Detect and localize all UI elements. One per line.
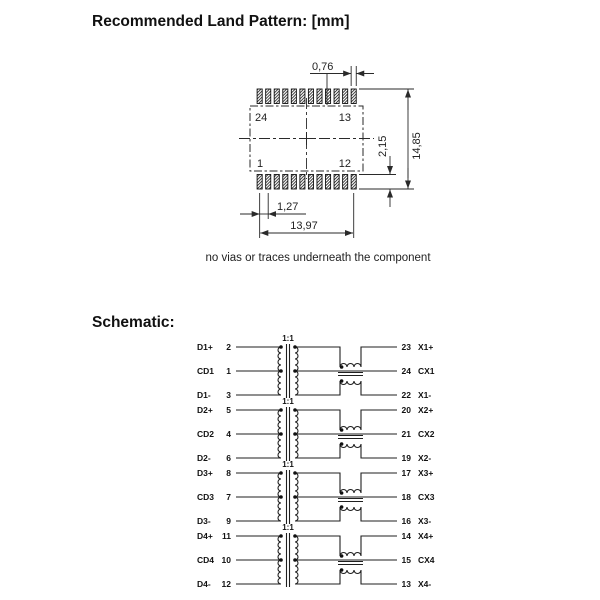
pin-number: 2: [226, 342, 231, 352]
dimension-pad-height: [359, 136, 396, 207]
pad: [274, 175, 279, 190]
pin-label: X3+: [418, 468, 434, 478]
pin-label: CX1: [418, 366, 435, 376]
pin-label: X4-: [418, 579, 432, 589]
pad-number-13: 13: [338, 112, 351, 124]
dim-pad-width-value: 0,76: [312, 61, 334, 73]
dim-overall-height-value: 14,85: [411, 132, 423, 160]
pin-label: D3+: [197, 468, 213, 478]
pin-label: D2+: [197, 405, 213, 415]
pin-number: 9: [226, 516, 231, 526]
pad: [326, 89, 331, 104]
pin-label: D4-: [197, 579, 211, 589]
pin-label: X2-: [418, 453, 432, 463]
pad: [266, 175, 271, 190]
turns-ratio-label: 1:1: [282, 334, 294, 343]
pad: [308, 175, 313, 190]
channel-3-graphic: [236, 470, 397, 524]
pin-number: 24: [401, 366, 411, 376]
dimension-row-span: [260, 193, 354, 238]
pin-label: X3-: [418, 516, 432, 526]
pin-number: 7: [226, 492, 231, 502]
turns-ratio-label: 1:1: [282, 460, 294, 469]
pin-number: 17: [401, 468, 411, 478]
pad: [283, 89, 288, 104]
pin-number: 16: [401, 516, 411, 526]
pin-label: D1+: [197, 342, 213, 352]
pin-number: 18: [401, 492, 411, 502]
pin-number: 15: [401, 555, 411, 565]
pad: [274, 89, 279, 104]
pin-number: 12: [221, 579, 231, 589]
pin-label: X4+: [418, 531, 434, 541]
pad-number-24: 24: [255, 112, 268, 124]
pin-label: D3-: [197, 516, 211, 526]
pin-number: 13: [401, 579, 411, 589]
pin-number: 11: [222, 531, 231, 541]
pad: [326, 175, 331, 190]
pin-label: X2+: [418, 405, 434, 415]
pin-label: CD1: [197, 366, 215, 376]
pin-number: 6: [226, 453, 231, 463]
pad: [343, 175, 348, 190]
dim-row-span-value: 13,97: [290, 220, 318, 232]
land-pattern-drawing: [239, 61, 423, 238]
pin-number: 14: [401, 531, 411, 541]
turns-ratio-label: 1:1: [282, 397, 294, 406]
pad: [300, 175, 305, 190]
pin-number: 19: [401, 453, 411, 463]
land-pattern-title: Recommended Land Pattern: [mm]: [92, 13, 350, 30]
pad-row-bottom: [257, 175, 356, 190]
pin-number: 20: [401, 405, 411, 415]
pad-number-1: 1: [257, 158, 264, 170]
pin-label: CD2: [197, 429, 215, 439]
pin-label: X1-: [418, 390, 432, 400]
turns-ratio-label: 1:1: [282, 523, 294, 532]
pin-label: CD3: [197, 492, 215, 502]
schematic-drawing: [197, 334, 435, 589]
pin-number: 10: [221, 555, 231, 565]
pad: [351, 89, 356, 104]
pad: [334, 89, 339, 104]
pad: [257, 175, 262, 190]
schematic-title: Schematic:: [92, 314, 175, 331]
pin-label: CX3: [418, 492, 435, 502]
pad: [300, 89, 305, 104]
pin-number: 4: [226, 429, 231, 439]
pin-number: 8: [226, 468, 231, 478]
pad-number-12: 12: [338, 158, 351, 170]
pin-label: D4+: [197, 531, 213, 541]
no-vias-note: no vias or traces underneath the component: [205, 252, 431, 264]
channel-1-graphic: [236, 344, 397, 398]
pad: [343, 89, 348, 104]
center-cross: [300, 132, 313, 145]
pin-number: 1: [226, 366, 231, 376]
pin-label: D1-: [197, 390, 211, 400]
pad: [257, 89, 262, 104]
channel-2-graphic: [236, 407, 397, 461]
pad: [334, 175, 339, 190]
pad: [283, 175, 288, 190]
dim-pad-height-value: 2,15: [377, 135, 389, 157]
pin-label: CX2: [418, 429, 435, 439]
pad: [291, 175, 296, 190]
pin-label: X1+: [418, 342, 434, 352]
pad: [351, 175, 356, 190]
pad: [317, 89, 322, 104]
pad: [266, 89, 271, 104]
pin-number: 3: [226, 390, 231, 400]
pin-label: D2-: [197, 453, 211, 463]
pad: [291, 89, 296, 104]
dimension-pitch: [240, 193, 306, 219]
pin-number: 22: [401, 390, 411, 400]
pin-number: 23: [401, 342, 411, 352]
pin-label: CD4: [197, 555, 215, 565]
pin-label: CX4: [418, 555, 435, 565]
pad: [317, 175, 322, 190]
dimension-overall-height: [359, 89, 423, 189]
channel-4-graphic: [236, 533, 397, 587]
pad: [308, 89, 313, 104]
pin-number: 21: [401, 429, 411, 439]
dim-pitch-value: 1,27: [277, 201, 299, 213]
pin-number: 5: [226, 405, 231, 415]
